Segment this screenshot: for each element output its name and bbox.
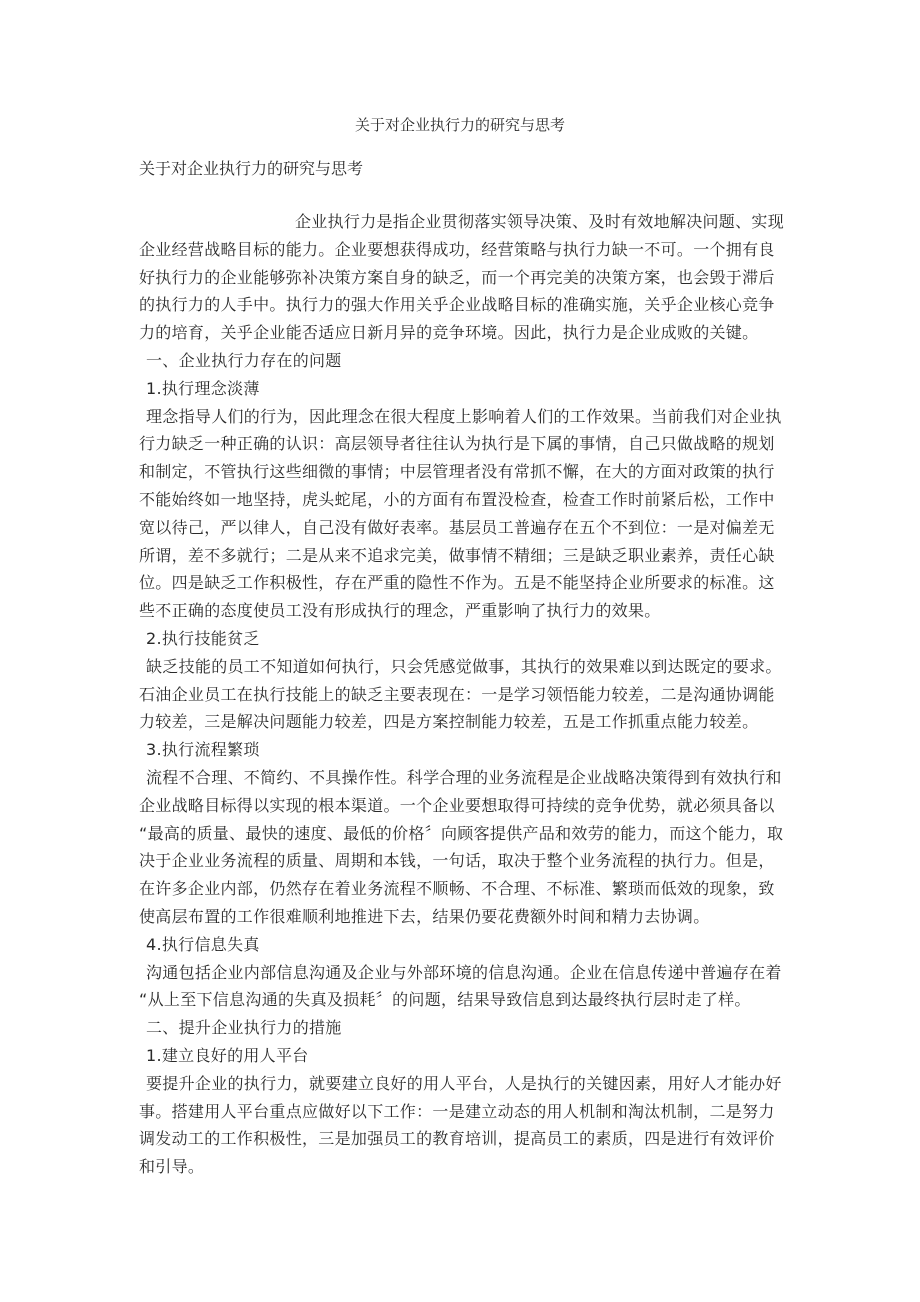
- section-heading: [139, 347, 799, 375]
- text-line: 石油企业员工在执行技能上的缺乏主要表现在：一是学习领悟能力较差，二是沟通协调能: [139, 684, 775, 704]
- text-line: 2.执行技能贫乏: [146, 628, 260, 648]
- text-line: 企业经营战略目标的能力。企业要想获得成功，经营策略与执行力缺一不可。一个拥有良: [139, 239, 775, 259]
- section-heading: [139, 1014, 799, 1042]
- text-line: 流程不合理、不简约、不具操作性。科学合理的业务流程是企业战略决策得到有效执行和: [146, 767, 782, 787]
- text-line: 一、企业执行力存在的问题: [146, 350, 342, 370]
- section-heading: [139, 1042, 799, 1070]
- text-line: 1.执行理念淡薄: [146, 378, 260, 398]
- text-line: “从上至下信息沟通的失真及损耗〞的问题，结果导致信息到达最终执行层时走了样。: [139, 990, 751, 1010]
- document-subtitle: 关于对企业执行力的研究与思考: [139, 159, 364, 178]
- text-line: 力较差，三是解决问题能力较差，四是方案控制能力较差，五是工作抓重点能力较差。: [139, 712, 759, 732]
- text-line: 力的培育，关乎企业能否适应日新月异的竞争环境。因此，执行力是企业成败的关键。: [139, 323, 759, 343]
- text-line: 调发动工的工作积极性，三是加强员工的教育培训，提高员工的素质，四是进行有效评价: [139, 1129, 775, 1149]
- paragraph: [139, 653, 799, 736]
- section-heading: [139, 931, 799, 959]
- text-line: 决于企业业务流程的质量、周期和本钱，一句话，取决于整个业务流程的执行力。但是，: [139, 851, 775, 871]
- text-line: 些不正确的态度使员工没有形成执行的理念，严重影响了执行力的效果。: [139, 601, 661, 621]
- text-line: 位。四是缺乏工作积极性，存在严重的隐性不作为。五是不能坚持企业所要求的标准。这: [139, 573, 775, 593]
- text-line: 和引导。: [139, 1157, 205, 1177]
- section-heading: [139, 625, 799, 653]
- text-line: “最高的质量、最快的速度、最低的价格〞向顾客提供产品和效劳的能力，而这个能力，取: [139, 823, 784, 843]
- text-line: 行力缺乏一种正确的认识：高层领导者往往认为执行是下属的事情，自己只做战略的规划: [139, 434, 775, 454]
- paragraph: [139, 403, 799, 625]
- text-line: 宽以待己，严以律人，自己没有做好表率。基层员工普遍存在五个不到位：一是对偏差无: [139, 517, 775, 537]
- text-line: 要提升企业的执行力，就要建立良好的用人平台，人是执行的关键因素，用好人才能办好: [146, 1073, 782, 1093]
- text-line: 企业执行力是指企业贯彻落实领导决策、及时有效地解决问题、实现: [295, 212, 785, 231]
- section-heading: [139, 375, 799, 403]
- document-title: 关于对企业执行力的研究与思考: [354, 116, 565, 134]
- text-line: 所谓，差不多就行；二是从来不追求完美，做事情不精细；三是缺乏职业素养，责任心缺: [139, 545, 775, 565]
- text-line: 3.执行流程繁琐: [146, 740, 260, 760]
- paragraph: [139, 764, 799, 931]
- text-line: 缺乏技能的员工不知道如何执行，只会凭感觉做事，其执行的效果难以到达既定的要求。: [146, 656, 782, 676]
- paragraph: [139, 1070, 799, 1181]
- document-body: [139, 208, 799, 1181]
- text-line: 企业战略目标得以实现的根本渠道。一个企业要想取得可持续的竞争优势，就必须具备以: [139, 795, 775, 815]
- text-line: 和制定，不管执行这些细微的事情；中层管理者没有常抓不懈，在大的方面对政策的执行: [139, 462, 775, 482]
- text-line: 好执行力的企业能够弥补决策方案自身的缺乏，而一个再完美的决策方案，也会毁于滞后: [139, 267, 775, 287]
- text-line: 事。搭建用人平台重点应做好以下工作：一是建立动态的用人机制和淘汰机制，二是努力: [139, 1101, 775, 1121]
- text-line: 的执行力的人手中。执行力的强大作用关乎企业战略目标的准确实施，关乎企业核心竞争: [139, 295, 775, 315]
- text-line: 不能始终如一地坚持，虎头蛇尾，小的方面有布置没检查，检查工作时前紧后松，工作中: [139, 489, 775, 509]
- text-line: 理念指导人们的行为，因此理念在很大程度上影响着人们的工作效果。当前我们对企业执: [146, 406, 782, 426]
- section-heading: [139, 736, 799, 764]
- paragraph: [139, 959, 799, 1015]
- text-line: 在许多企业内部，仍然存在着业务流程不顺畅、不合理、不标准、繁琐而低效的现象，致: [139, 879, 775, 899]
- text-line: 沟通包括企业内部信息沟通及企业与外部环境的信息沟通。企业在信息传递中普遍存在着: [146, 962, 782, 982]
- text-line: 1.建立良好的用人平台: [146, 1045, 309, 1065]
- text-line: 二、提升企业执行力的措施: [146, 1018, 342, 1038]
- paragraph: [139, 208, 799, 347]
- text-line: 4.执行信息失真: [146, 934, 260, 954]
- text-line: 使高层布置的工作很难顺利地推进下去，结果仍要花费额外时间和精力去协调。: [139, 906, 710, 926]
